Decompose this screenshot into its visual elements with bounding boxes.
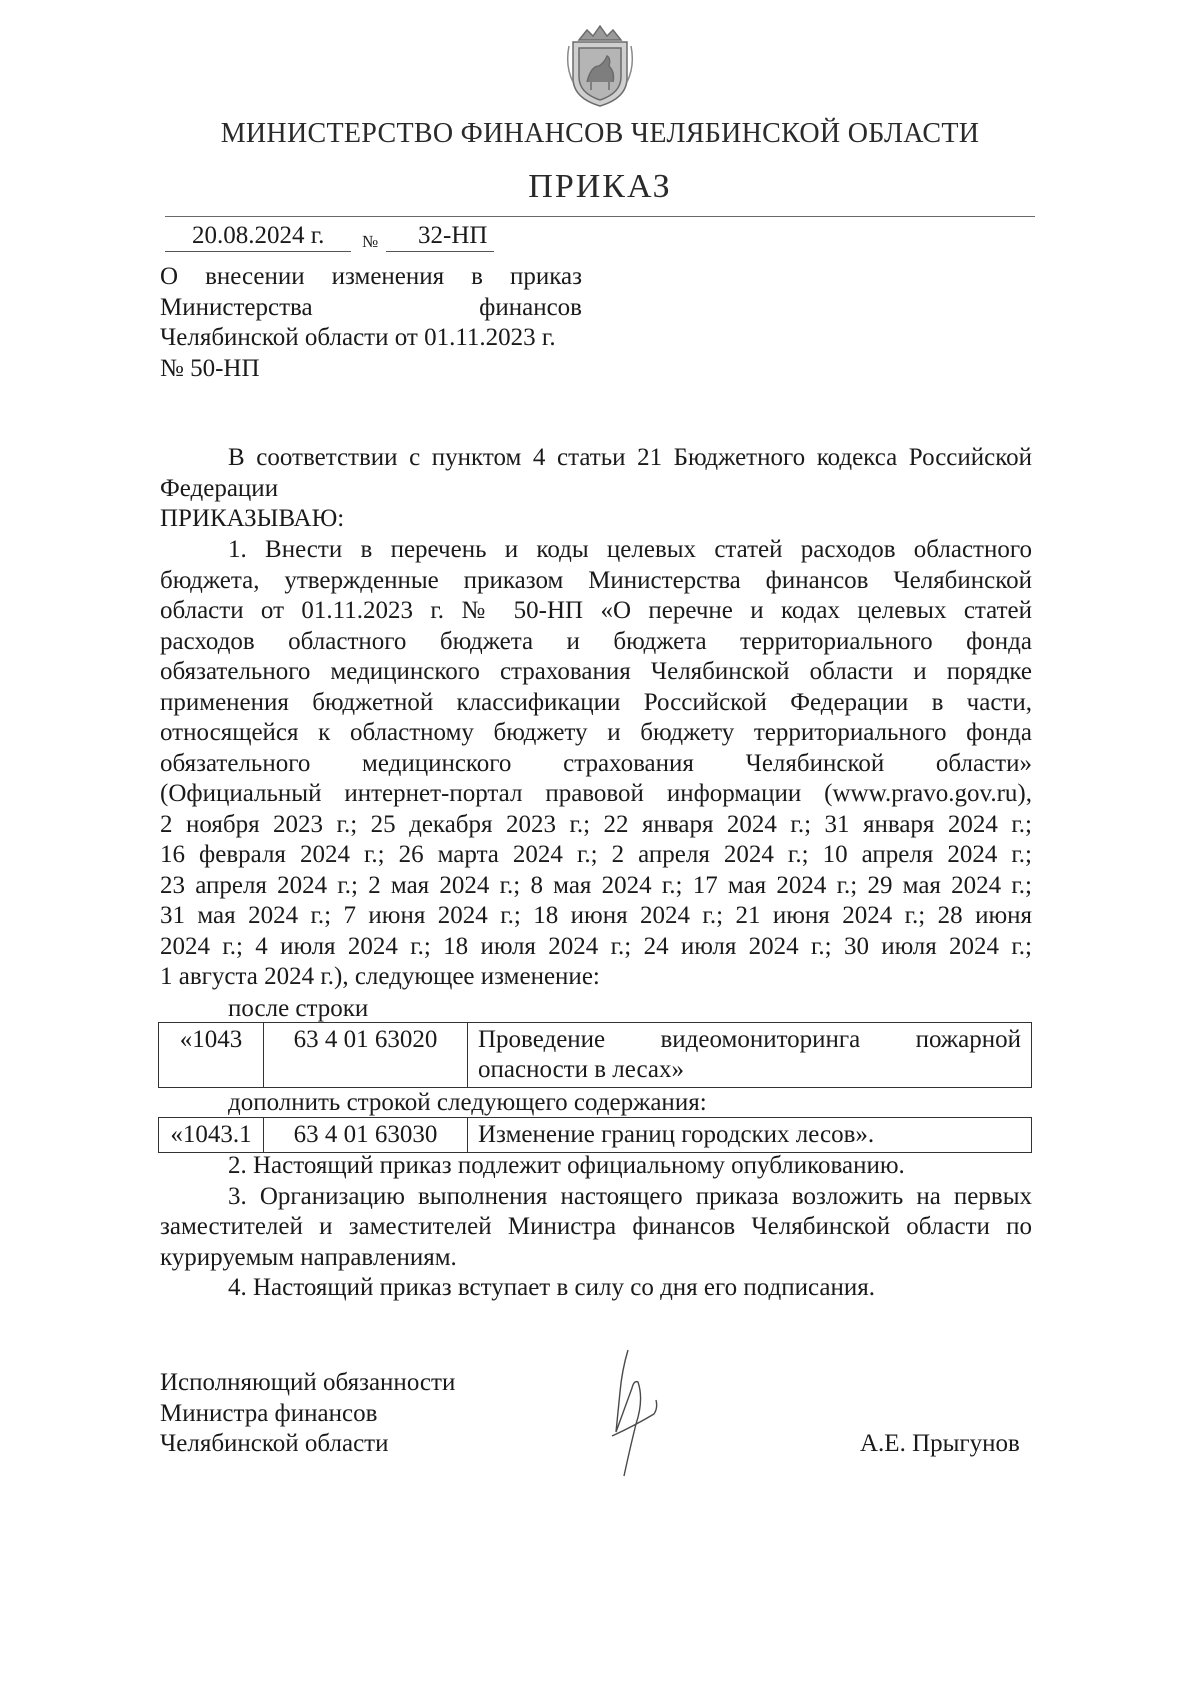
- signatory-name: А.Е. Прыгунов: [860, 1430, 1020, 1457]
- item-1-line: 16 февраля 2024 г.; 26 марта 2024 г.; 2 апреля 2024 г.; 10 апреля 2024 г.;: [160, 841, 1032, 868]
- table-cell-name-line: опасности в лесах»: [478, 1056, 684, 1083]
- item-1-line: обязательного медицинского страхования Челябинской области»: [160, 749, 1032, 777]
- codes-table-new: [158, 1117, 1032, 1153]
- item-1-line: области от 01.11.2023 г. № 50-НП «О перечне и кодах целевых статей: [160, 597, 1032, 624]
- position-line: Министра финансов: [160, 1399, 378, 1427]
- item-3-line: 3. Организацию выполнения настоящего приказа возложить на первых: [228, 1182, 1032, 1210]
- ministry-title: МИНИСТЕРСТВО ФИНАНСОВ ЧЕЛЯБИНСКОЙ ОБЛАСТИ: [220, 118, 980, 149]
- date-underline: [165, 251, 351, 252]
- signatory-position: [160, 1368, 455, 1460]
- handwritten-signature: [598, 1340, 678, 1480]
- item-1-line: (Официальный интернет-портал правовой информации (www.pravo.gov.ru),: [160, 780, 1032, 807]
- order-date: 20.08.2024 г.: [192, 222, 325, 249]
- item-1-line: 23 апреля 2024 г.; 2 мая 2024 г.; 8 мая 2024 г.; 17 мая 2024 г.; 29 мая 2024 г.;: [160, 871, 1032, 899]
- subject-line: О внесении изменения в приказ: [160, 263, 582, 290]
- item-1-line: 31 мая 2024 г.; 7 июня 2024 г.; 18 июня 2024 г.; 21 июня 2024 г.; 28 июня: [160, 902, 1032, 929]
- add-row-label: дополнить строкой следующего содержания:: [228, 1089, 707, 1116]
- items-2-4: [160, 1151, 1032, 1304]
- order-word: ПРИКАЗЫВАЮ:: [160, 505, 345, 532]
- subject-line: № 50-НП: [160, 354, 260, 382]
- item-1-line: 1 августа 2024 г.), следующее изменение:: [160, 963, 600, 990]
- table-cell-name: Изменение границ городских лесов».: [468, 1118, 1032, 1153]
- table-cell-name: [468, 1023, 1032, 1088]
- subject-line: Министерства финансов: [160, 293, 582, 321]
- number-underline: [386, 251, 494, 252]
- item-2: 2. Настоящий приказ подлежит официальному опубликованию.: [228, 1152, 905, 1179]
- header-rule: [165, 216, 1035, 217]
- table-cell-code: «1043: [159, 1023, 264, 1088]
- table-cell-name-line: Проведение видеомониторинга пожарной: [478, 1026, 1021, 1053]
- item-1-line: 2 ноября 2023 г.; 25 декабря 2023 г.; 22 января 2024 г.; 31 января 2024 г.;: [160, 810, 1032, 838]
- position-line: Челябинской области: [160, 1430, 389, 1457]
- item-1-line: применения бюджетной классификации Российской Федерации в части,: [160, 688, 1032, 716]
- preamble: [160, 443, 1032, 535]
- table-row: [159, 1118, 1032, 1153]
- position-line: Исполняющий обязанности: [160, 1369, 456, 1396]
- subject-line: Челябинской области от 01.11.2023 г.: [160, 324, 556, 351]
- item-3-line: заместителей и заместителей Министра финансов Челябинской области по: [160, 1213, 1032, 1240]
- coat-of-arms-emblem: [565, 22, 635, 108]
- item-1-line: расходов областного бюджета и бюджета территориального фонда: [160, 627, 1032, 655]
- item-1-line: 1. Внести в перечень и коды целевых статей расходов областного: [228, 536, 1032, 563]
- item-1: [160, 535, 1032, 993]
- table-cell-code: «1043.1: [159, 1118, 264, 1153]
- order-number: 32-НП: [418, 222, 488, 249]
- order-subject: [160, 262, 582, 384]
- preamble-line: В соответствии с пунктом 4 статьи 21 Бюджетного кодекса Российской: [228, 444, 1032, 471]
- table-cell-kbk: 63 4 01 63020: [264, 1023, 468, 1088]
- table-row: [159, 1023, 1032, 1088]
- after-row-label: после строки: [228, 995, 369, 1022]
- item-1-line: обязательного медицинского страхования Челябинской области и порядке: [160, 658, 1032, 685]
- document-type-title: ПРИКАЗ: [528, 168, 672, 205]
- preamble-line: Федерации: [160, 474, 279, 502]
- codes-table-existing: [158, 1022, 1032, 1088]
- item-1-line: бюджета, утвержденные приказом Министерства финансов Челябинской: [160, 566, 1032, 594]
- item-1-line: относящейся к областному бюджету и бюджету территориального фонда: [160, 719, 1032, 746]
- item-3-line: курируемым направлениям.: [160, 1243, 457, 1271]
- item-1-line: 2024 г.; 4 июля 2024 г.; 18 июля 2024 г.; 24 июля 2024 г.; 30 июля 2024 г.;: [160, 932, 1032, 960]
- number-sign: №: [362, 232, 379, 251]
- table-cell-kbk: 63 4 01 63030: [264, 1118, 468, 1153]
- item-4: 4. Настоящий приказ вступает в силу со дня его подписания.: [228, 1274, 876, 1301]
